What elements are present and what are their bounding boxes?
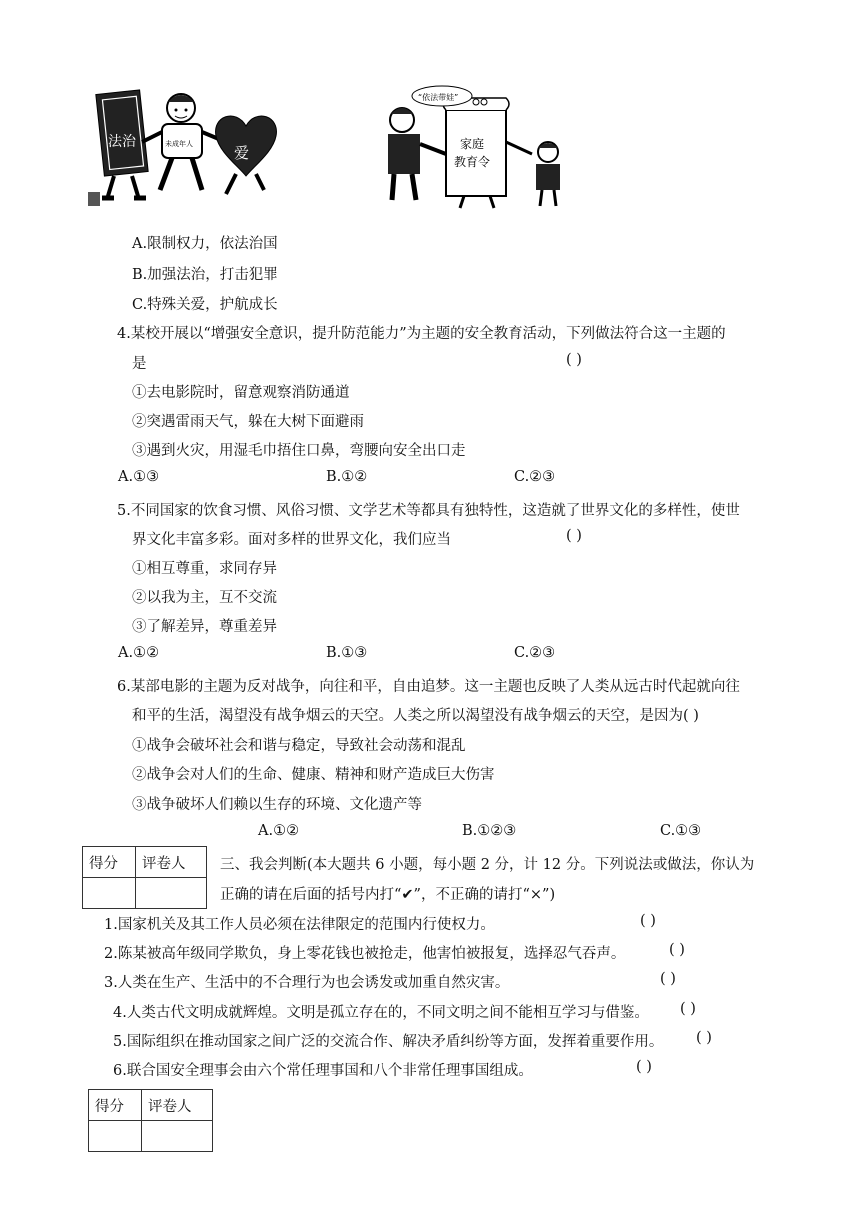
judge-item-5-paren: ( ) — [696, 1030, 712, 1046]
q5-option-c: C.②③ — [514, 645, 556, 661]
judge-item-3: 3.人类在生产、生活中的不合理行为也会诱发或加重自然灾害。 — [104, 975, 510, 991]
judge-item-4-paren: ( ) — [680, 1001, 696, 1017]
judge-item-5: 5.国际组织在推动国家之间广泛的交流合作、解决矛盾纠纷等方面，发挥着重要作用。 — [113, 1034, 664, 1050]
grader-cell[interactable] — [136, 878, 207, 909]
grader-cell-2[interactable] — [142, 1121, 213, 1152]
q5-item-1: ①相互尊重，求同存异 — [132, 561, 277, 577]
q4-stem-line2: 是 — [132, 356, 147, 372]
q4-stem-line1: 4.某校开展以“增强安全意识，提升防范能力”为主题的安全教育活动，下列做法符合这一主题的 — [117, 326, 726, 342]
cartoon-law-protects-minors — [86, 86, 286, 214]
score-label: 得分 — [83, 847, 136, 878]
judge-item-1-paren: ( ) — [640, 913, 656, 929]
label-ai: 爱 — [234, 144, 250, 162]
label-speech: “依法带娃” — [418, 93, 459, 102]
judge-item-2: 2.陈某被高年级同学欺负，身上零花钱也被抢走，他害怕被报复，选择忍气吞声。 — [104, 946, 626, 962]
score-cell-2[interactable] — [89, 1121, 142, 1152]
q4-item-2: ②突遇雷雨天气，躲在大树下面避雨 — [132, 414, 364, 430]
label-fazhi: 法治 — [108, 134, 136, 150]
q5-item-2: ②以我为主，互不交流 — [132, 590, 277, 606]
q4-option-c: C.②③ — [514, 469, 556, 485]
section3-heading-line2: 正确的请在后面的括号内打“✔”，不正确的请打“×”) — [220, 887, 556, 903]
judge-item-4: 4.人类古代文明成就辉煌。文明是孤立存在的，不同文明之间不能相互学习与借鉴。 — [113, 1005, 649, 1021]
q5-stem-line2: 界文化丰富多彩。面对多样的世界文化，我们应当 — [132, 532, 451, 548]
judge-item-1: 1.国家机关及其工作人员必须在法律限定的范围内行使权力。 — [104, 917, 495, 933]
q4-item-1: ①去电影院时，留意观察消防通道 — [132, 385, 350, 401]
q6-stem-line2: 和平的生活，渴望没有战争烟云的天空。人类之所以渴望没有战争烟云的天空，是因为( ) — [132, 708, 699, 724]
q6-stem-line1: 6.某部电影的主题为反对战争，向往和平，自由追梦。这一主题也反映了人类从远古时代起就向往 — [117, 679, 740, 695]
q6-item-3: ③战争破坏人们赖以生存的环境、文化遗产等 — [132, 797, 422, 813]
score-label-2: 得分 — [89, 1090, 142, 1121]
q6-item-1: ①战争会破坏社会和谐与稳定，导致社会动荡和混乱 — [132, 738, 466, 754]
q4-item-3: ③遇到火灾，用湿毛巾捂住口鼻，弯腰向安全出口走 — [132, 443, 466, 459]
q6-option-a: A.①② — [258, 823, 300, 839]
label-jiating: 家庭 — [460, 137, 485, 151]
score-box-2 — [88, 1089, 213, 1152]
q6-option-b: B.①②③ — [462, 823, 517, 839]
score-cell[interactable] — [83, 878, 136, 909]
grader-label: 评卷人 — [136, 847, 207, 878]
section3-heading-line1: 三、我会判断(本大题共 6 小题，每小题 2 分，计 12 分。下列说法或做法，你认为 — [220, 857, 755, 873]
q5-option-b: B.①③ — [326, 645, 368, 661]
q4-answer-paren: ( ) — [566, 352, 582, 368]
label-jiaoyuling: 教育令 — [454, 155, 491, 169]
q5-option-a: A.①② — [118, 645, 160, 661]
judge-item-2-paren: ( ) — [669, 942, 685, 958]
label-minor: 未成年人 — [165, 140, 193, 148]
q4-option-a: A.①③ — [118, 469, 160, 485]
q5-answer-paren: ( ) — [566, 528, 582, 544]
q6-option-c: C.①③ — [660, 823, 702, 839]
q3-option-b: B.加强法治，打击犯罪 — [132, 267, 278, 283]
q4-option-b: B.①② — [326, 469, 368, 485]
judge-item-3-paren: ( ) — [660, 971, 676, 987]
cartoon-family-education-order — [380, 82, 580, 214]
q5-item-3: ③了解差异，尊重差异 — [132, 619, 277, 635]
q3-option-a: A.限制权力，依法治国 — [132, 236, 278, 252]
grader-label-2: 评卷人 — [142, 1090, 213, 1121]
judge-item-6: 6.联合国安全理事会由六个常任理事国和八个非常任理事国组成。 — [113, 1063, 533, 1079]
q3-option-c: C.特殊关爱，护航成长 — [132, 297, 278, 313]
score-box — [82, 846, 207, 909]
q5-stem-line1: 5.不同国家的饮食习惯、风俗习惯、文学艺术等都具有独特性，这造就了世界文化的多样性，使世 — [117, 503, 740, 519]
q6-item-2: ②战争会对人们的生命、健康、精神和财产造成巨大伤害 — [132, 767, 495, 783]
judge-item-6-paren: ( ) — [636, 1059, 652, 1075]
